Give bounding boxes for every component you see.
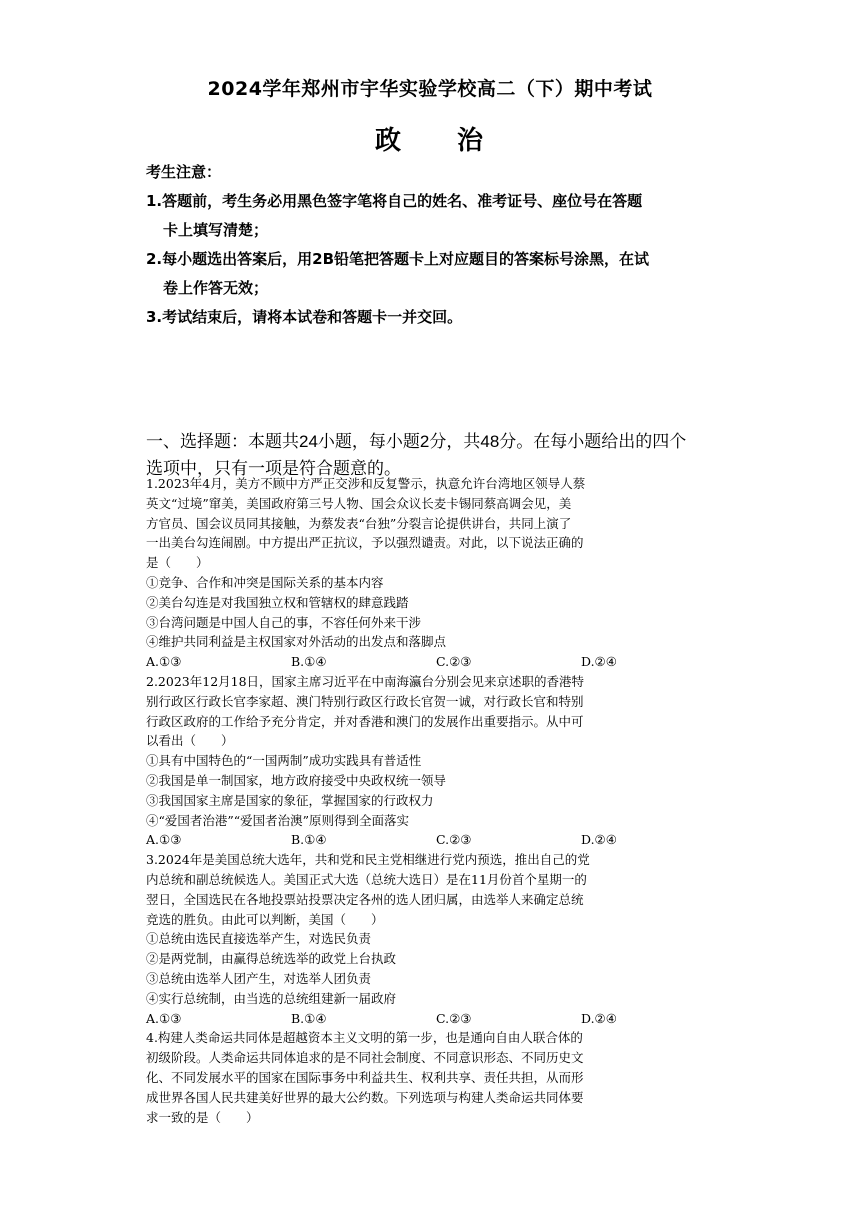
question-stem-line: 行政区政府的工作给予充分肯定，并对香港和澳门的发展作出重要指示。从中可 xyxy=(146,713,584,729)
option-a: A.①③ xyxy=(146,832,182,848)
question-item: ④实行总统制，由当选的总统组建新一届政府 xyxy=(146,990,397,1006)
question-item: ③总统由选举人团产生，对选举人团负责 xyxy=(146,970,372,986)
question-stem-line: 求一致的是（ ） xyxy=(146,1109,259,1125)
option-a: A.①③ xyxy=(146,654,182,670)
answer-options xyxy=(146,652,726,672)
question-stem-line: 以看出（ ） xyxy=(146,733,234,749)
question-stem-line: 方官员、国会议员同其接触，为蔡发表“台独”分裂言论提供讲台，共同上演了 xyxy=(146,515,572,531)
question-stem-line: 2.2023年12月18日，国家主席习近平在中南海瀛台分别会见来京述职的香港特 xyxy=(146,673,585,689)
question-list xyxy=(146,474,726,1127)
question-3 xyxy=(146,850,726,1028)
question-stem-line: 成世界各国人民共建美好世界的最大公约数。下列选项与构建人类命运共同体要 xyxy=(146,1089,584,1105)
option-c: C.②③ xyxy=(436,832,472,848)
question-stem-line: 1.2023年4月，美方不顾中方严正交涉和反复警示，执意允许台湾地区领导人蔡 xyxy=(146,476,586,491)
question-1 xyxy=(146,474,726,672)
answer-options xyxy=(146,1009,726,1029)
section-line: 一、选择题：本题共24小题，每小题2分，共48分。在每小题给出的四个 xyxy=(146,432,687,451)
option-c: C.②③ xyxy=(436,1010,472,1026)
question-item: ①竞争、合作和冲突是国际关系的基本内容 xyxy=(146,574,384,590)
notice-line: 2.每小题选出答案后，用2B铅笔把答题卡上对应题目的答案标号涂黑，在试 xyxy=(146,250,650,268)
option-b: B.①④ xyxy=(291,1010,327,1026)
subject-char: 治 xyxy=(457,126,486,156)
question-stem-line: 初级阶段。人类命运共同体追求的是不同社会制度、不同意识形态、不同历史文 xyxy=(146,1050,584,1066)
notice-line: 卡上填写清楚； xyxy=(163,221,269,239)
question-stem-line: 是（ ） xyxy=(146,555,209,571)
question-stem-line: 3.2024年是美国总统大选年，共和党和民主党相继进行党内预选，推出自己的党 xyxy=(146,852,590,868)
option-d: D.②④ xyxy=(581,1010,617,1026)
question-item: ①具有中国特色的“一国两制”成功实践具有普适性 xyxy=(146,753,422,769)
question-stem-line: 化、不同发展水平的国家在国际事务中利益共生、权利共享、责任共担，从而形 xyxy=(146,1069,584,1085)
notice-heading: 考生注意： xyxy=(146,163,222,181)
question-item: ②是两党制，由赢得总统选举的政党上台执政 xyxy=(146,951,397,967)
option-d: D.②④ xyxy=(581,654,617,670)
notice-line: 卷上作答无效； xyxy=(163,279,269,297)
option-a: A.①③ xyxy=(146,1010,182,1026)
question-stem-line: 别行政区行政长官李家超、澳门特别行政区行政长官贺一诚，对行政长官和特别 xyxy=(146,693,584,709)
option-b: B.①④ xyxy=(291,654,327,670)
option-c: C.②③ xyxy=(436,654,472,670)
question-stem-line: 竞选的胜负。由此可以判断，美国（ ） xyxy=(146,911,384,927)
candidate-notice xyxy=(146,158,746,332)
question-item: ④维护共同利益是主权国家对外活动的出发点和落脚点 xyxy=(146,634,447,650)
subject-title xyxy=(0,120,860,157)
question-item: ②我国是单一制国家，地方政府接受中央政权统一领导 xyxy=(146,772,447,788)
subject-char: 政 xyxy=(374,126,403,156)
question-item: ③我国国家主席是国家的象征，掌握国家的行政权力 xyxy=(146,792,434,808)
question-2 xyxy=(146,672,726,850)
question-stem-line: 一出美台勾连闹剧。中方提出严正抗议，予以强烈谴责。对此，以下说法正确的 xyxy=(146,535,584,551)
question-item: ②美台勾连是对我国独立权和管辖权的肆意践踏 xyxy=(146,594,409,610)
question-stem-line: 4.构建人类命运共同体是超越资本主义文明的第一步，也是通向自由人联合体的 xyxy=(146,1030,583,1046)
question-item: ③台湾问题是中国人自己的事，不容任何外来干涉 xyxy=(146,614,422,630)
question-stem-line: 翌日，全国选民在各地投票站投票决定各州的选人团归属，由选举人来确定总统 xyxy=(146,891,584,907)
question-item: ①总统由选民直接选举产生，对选民负责 xyxy=(146,931,372,947)
exam-title: 2024学年郑州市宇华实验学校高二（下）期中考试 xyxy=(207,78,653,100)
question-stem-line: 内总统和副总统候选人。美国正式大选（总统大选日）是在11月份首个星期一的 xyxy=(146,871,587,887)
section-line: 选项中，只有一项是符合题意的。 xyxy=(146,459,401,478)
option-b: B.①④ xyxy=(291,832,327,848)
answer-options xyxy=(146,830,726,850)
question-stem-line: 英文“过境”窜美，美国政府第三号人物、国会众议长麦卡锡同蔡高调会见，美 xyxy=(146,495,572,511)
notice-line: 3.考试结束后，请将本试卷和答题卡一并交回。 xyxy=(146,308,463,326)
question-item: ④“爱国者治港”“爱国者治澳”原则得到全面落实 xyxy=(146,812,410,828)
notice-line: 1.答题前，考生务必用黑色签字笔将自己的姓名、准考证号、座位号在答题 xyxy=(146,192,643,210)
option-d: D.②④ xyxy=(581,832,617,848)
question-4 xyxy=(146,1028,726,1127)
